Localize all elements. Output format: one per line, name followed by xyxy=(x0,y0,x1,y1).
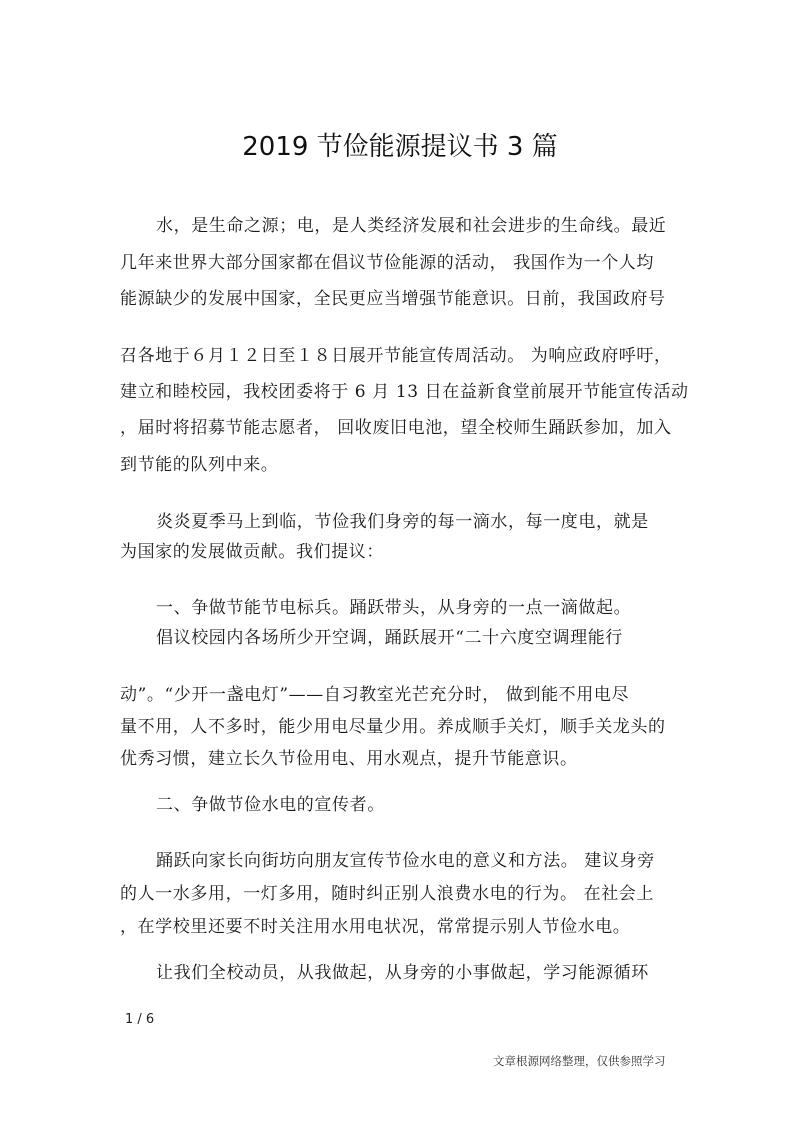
body-line: 炎炎夏季马上到临，节俭我们身旁的每一滴水，每一度电，就是 xyxy=(156,512,649,532)
body-line: ，在学校里还要不时关注用水用电状况，常常提示别人节俭水电。 xyxy=(120,917,631,937)
body-line: 召各地于６月１２日至１８日展开节能宣传周活动。 为响应政府呼吁， xyxy=(120,346,672,366)
document-title: 2019 节俭能源提议书 3 篇 xyxy=(242,132,558,162)
body-line: 倡议校园内各场所少开空调，踊跃展开“二十六度空调理能行 xyxy=(156,628,623,648)
body-line: 一、争做节能节电标兵。踊跃带头，从身旁的一点一滴做起。 xyxy=(156,598,632,618)
body-line: 动”。“少开一盏电灯”——自习教室光芒充分时， 做到能不用电尽 xyxy=(120,685,630,705)
body-line: 的人一水多用，一灯多用，随时纠正别人浪费水电的行为。 在社会上 xyxy=(120,884,655,904)
body-line: ，届时将招募节能志愿者， 回收废旧电池，望全校师生踊跃参加，加入 xyxy=(120,418,672,438)
body-line: 量不用，人不多时，能少用电尽量少用。养成顺手关灯，顺手关龙头的 xyxy=(120,717,666,737)
body-line: 为国家的发展做贡献。我们提议： xyxy=(120,542,384,562)
body-line: 让我们全校动员，从我做起，从身旁的小事做起，学习能源循环 xyxy=(156,963,649,983)
body-line: 水，是生命之源；电，是人类经济发展和社会进步的生命线。最近 xyxy=(156,216,667,236)
body-line: 踊跃向家长向街坊向朋友宣传节俭水电的意义和方法。 建议身旁 xyxy=(156,851,655,871)
body-line: 能源缺少的发展中国家，全民更应当增强节能意识。日前，我国政府号 xyxy=(120,289,666,309)
footer-note: 文章根源网络整理，仅供参照学习 xyxy=(493,1054,666,1068)
body-line: 优秀习惯，建立长久节俭用电、用水观点，提升节能意识。 xyxy=(120,749,578,769)
body-line: 到节能的队列中来。 xyxy=(120,455,279,475)
page-number: 1 / 6 xyxy=(125,1012,155,1027)
body-line: 二、争做节俭水电的宣传者。 xyxy=(156,795,385,815)
body-line: 几年来世界大部分国家都在倡议节俭能源的活动， 我国作为一个人均 xyxy=(120,253,655,273)
body-line: 建立和睦校园，我校团委将于 6 月 13 日在益新食堂前展开节能宣传活动 xyxy=(120,382,689,402)
